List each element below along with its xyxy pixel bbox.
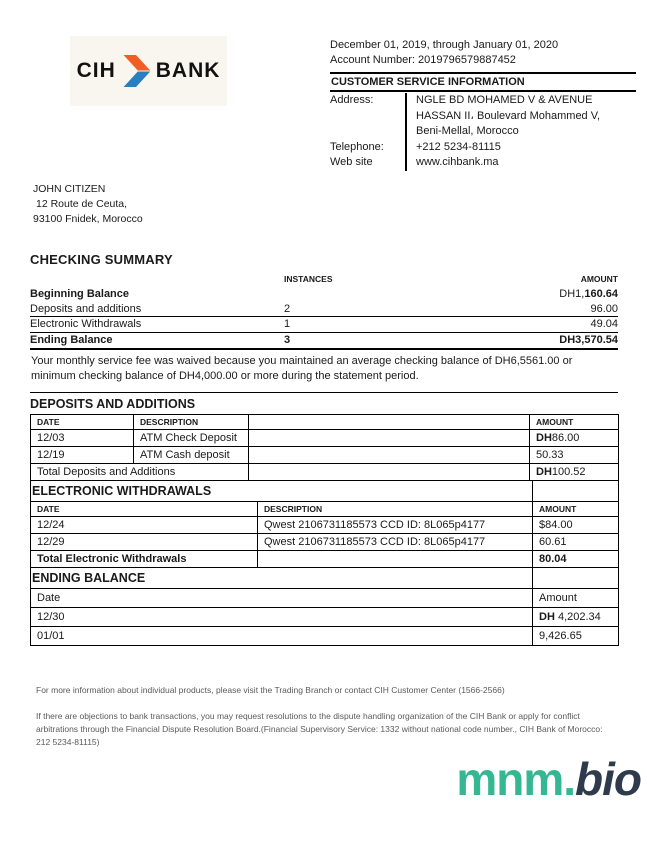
cell-blank	[249, 446, 530, 463]
deposits-total-row	[31, 463, 619, 480]
telephone-row	[330, 140, 636, 156]
withdrawals-header-row	[31, 501, 619, 516]
amount-part: DH	[539, 610, 555, 623]
table-row	[31, 429, 619, 446]
telephone-label: Telephone:	[330, 140, 384, 153]
row-instances: 2	[284, 302, 291, 315]
deposits-table	[30, 414, 619, 481]
amount-part: 100.52	[551, 465, 586, 478]
statement-body	[30, 252, 618, 646]
customer-service-title: CUSTOMER SERVICE INFORMATION	[330, 72, 636, 92]
date-column-header: DATE	[31, 414, 134, 429]
description-column-header: DESCRIPTION	[258, 501, 533, 516]
service-fee-note: Your monthly service fee was waived because you maintained an average checking balance of DH6,5561.00 or minimum checking balance of DH4,000.00 or more during the statement period.	[30, 350, 618, 393]
amount-part: 50.33	[536, 448, 564, 461]
checking-summary-title: CHECKING SUMMARY	[30, 252, 173, 267]
cell-date: 12/24	[31, 516, 258, 533]
ending-balance-header-row	[31, 588, 619, 607]
customer-address-line-2: 93100 Fnidek, Morocco	[33, 213, 143, 225]
cell-date: 12/19	[31, 446, 134, 463]
address-label: Address:	[330, 94, 374, 106]
customer-name: JOHN CITIZEN	[33, 183, 106, 195]
date-column-header: DATE	[31, 501, 258, 516]
cih-arrow-icon	[120, 52, 152, 90]
cell-blank	[533, 481, 619, 502]
amount-column-header: AMOUNT	[533, 501, 619, 516]
amount-part: 49.04	[590, 318, 618, 331]
description-column-header: DESCRIPTION	[134, 414, 249, 429]
website-value: www.cihbank.ma	[406, 155, 636, 171]
amount-part: 9,426.65	[539, 629, 582, 642]
row-amount	[444, 303, 618, 315]
cell-amount: $84.00	[533, 516, 619, 533]
cell-date: 12/30	[31, 607, 533, 626]
footer-note-1: For more information about individual products, please visit the Trading Branch or contact CIH Customer Center (1566-2566)	[36, 685, 505, 695]
customer-address-line-1: 12 Route de Ceuta,	[36, 198, 128, 210]
row-instances: 3	[284, 334, 291, 346]
cell-amount	[530, 429, 619, 446]
spacer	[30, 274, 284, 284]
footer-note-2: If there are objections to bank transactions, you may request resolutions to the dispute handling organization of the CIH Bank or apply for conflict arbitrations through the Financial Dispute Resolution Board.(Financial Supervisory Service: 1332 without national code number., CIH Bank of Morocco: 212 5234-81115)	[36, 711, 603, 747]
total-amount: 80.04	[533, 550, 619, 567]
table-row	[31, 626, 619, 645]
address-value	[406, 93, 636, 140]
summary-row-ending-balance	[30, 333, 618, 350]
cell-amount	[530, 446, 619, 463]
cell-amount	[533, 626, 619, 645]
summary-row-withdrawals	[30, 317, 618, 333]
address-line-2: HASSAN II، Boulevard Mohammed V,	[416, 109, 601, 122]
customer-service-table	[330, 93, 636, 171]
row-instances: 1	[284, 318, 291, 331]
address-row	[330, 93, 636, 140]
amount-part: DH	[536, 465, 552, 478]
date-column-header: Date	[31, 588, 533, 607]
amount-part: 4,202.34	[554, 610, 601, 623]
amount-part: DH	[536, 431, 552, 444]
statement-header	[330, 38, 636, 171]
cell-amount	[533, 607, 619, 626]
cell-amount: 60.61	[533, 533, 619, 550]
summary-row-deposits	[30, 302, 618, 318]
row-label: Deposits and additions	[30, 302, 142, 315]
row-amount	[444, 288, 618, 300]
address-line-3: Beni-Mellal, Morocco	[416, 125, 519, 137]
withdrawals-title-row	[31, 481, 619, 502]
cih-bank-logo	[70, 36, 227, 106]
table-row	[31, 533, 619, 550]
deposits-section-title: DEPOSITS AND ADDITIONS	[30, 396, 196, 411]
total-label: Total Electronic Withdrawals	[31, 550, 258, 567]
cell-description: Qwest 2106731185573 CCD ID: 8L065p4177	[258, 516, 533, 533]
cell-date: 12/29	[31, 533, 258, 550]
footer-notes	[36, 684, 614, 749]
watermark-bio: bio	[575, 753, 641, 805]
amount-column-header: AMOUNT	[530, 414, 619, 429]
blank-column-header	[249, 414, 530, 429]
ending-balance-title-row	[31, 568, 619, 589]
amount-part: 160.64	[584, 287, 618, 300]
ending-balance-table	[30, 568, 619, 646]
row-amount	[444, 318, 618, 330]
amount-part: DH3,570.54	[559, 334, 618, 346]
account-number: Account Number: 2019796579887452	[330, 54, 516, 66]
cell-blank	[249, 429, 530, 446]
row-amount	[444, 334, 618, 346]
cell-description: ATM Cash deposit	[134, 446, 249, 463]
logo-text-cih: CIH	[76, 59, 116, 82]
cell-date: 12/03	[31, 429, 134, 446]
watermark-mnm: mnm.	[456, 753, 576, 805]
cell-blank	[258, 550, 533, 567]
checking-summary-column-headers	[30, 274, 618, 286]
amount-part: 86.00	[551, 431, 580, 444]
ending-balance-section-title: ENDING BALANCE	[31, 568, 533, 589]
total-label: Total Deposits and Additions	[31, 463, 249, 480]
logo-text-bank: BANK	[155, 59, 221, 82]
address-line-1: NGLE BD MOHAMED V & AVENUE	[416, 94, 593, 106]
table-row	[31, 607, 619, 626]
instances-column-header: INSTANCES	[284, 274, 333, 284]
row-label: Beginning Balance	[30, 287, 130, 300]
amount-column-header: Amount	[533, 588, 619, 607]
withdrawals-section-title: ELECTRONIC WITHDRAWALS	[31, 481, 533, 502]
amount-part: DH1,	[559, 287, 585, 300]
website-row	[330, 155, 636, 171]
cell-blank	[533, 568, 619, 589]
cell-blank	[249, 463, 530, 480]
total-amount	[530, 463, 619, 480]
cell-description: ATM Check Deposit	[134, 429, 249, 446]
deposits-header-row	[31, 414, 619, 429]
row-label: Ending Balance	[30, 334, 113, 346]
cell-description: Qwest 2106731185573 CCD ID: 8L065p4177	[258, 533, 533, 550]
amount-part: 96.00	[590, 302, 618, 315]
statement-period: December 01, 2019, through January 01, 2020	[330, 39, 559, 51]
table-row	[31, 516, 619, 533]
withdrawals-total-row	[31, 550, 619, 567]
telephone-value: +212 5234-81115	[406, 140, 636, 156]
summary-row-beginning-balance	[30, 286, 618, 302]
mnm-bio-watermark	[456, 752, 641, 806]
amount-column-header: AMOUNT	[580, 274, 618, 284]
row-label: Electronic Withdrawals	[30, 318, 142, 331]
customer-address-block	[33, 182, 143, 227]
website-label: Web site	[330, 156, 373, 168]
cell-date: 01/01	[31, 626, 533, 645]
table-row	[31, 446, 619, 463]
withdrawals-table	[30, 481, 619, 568]
